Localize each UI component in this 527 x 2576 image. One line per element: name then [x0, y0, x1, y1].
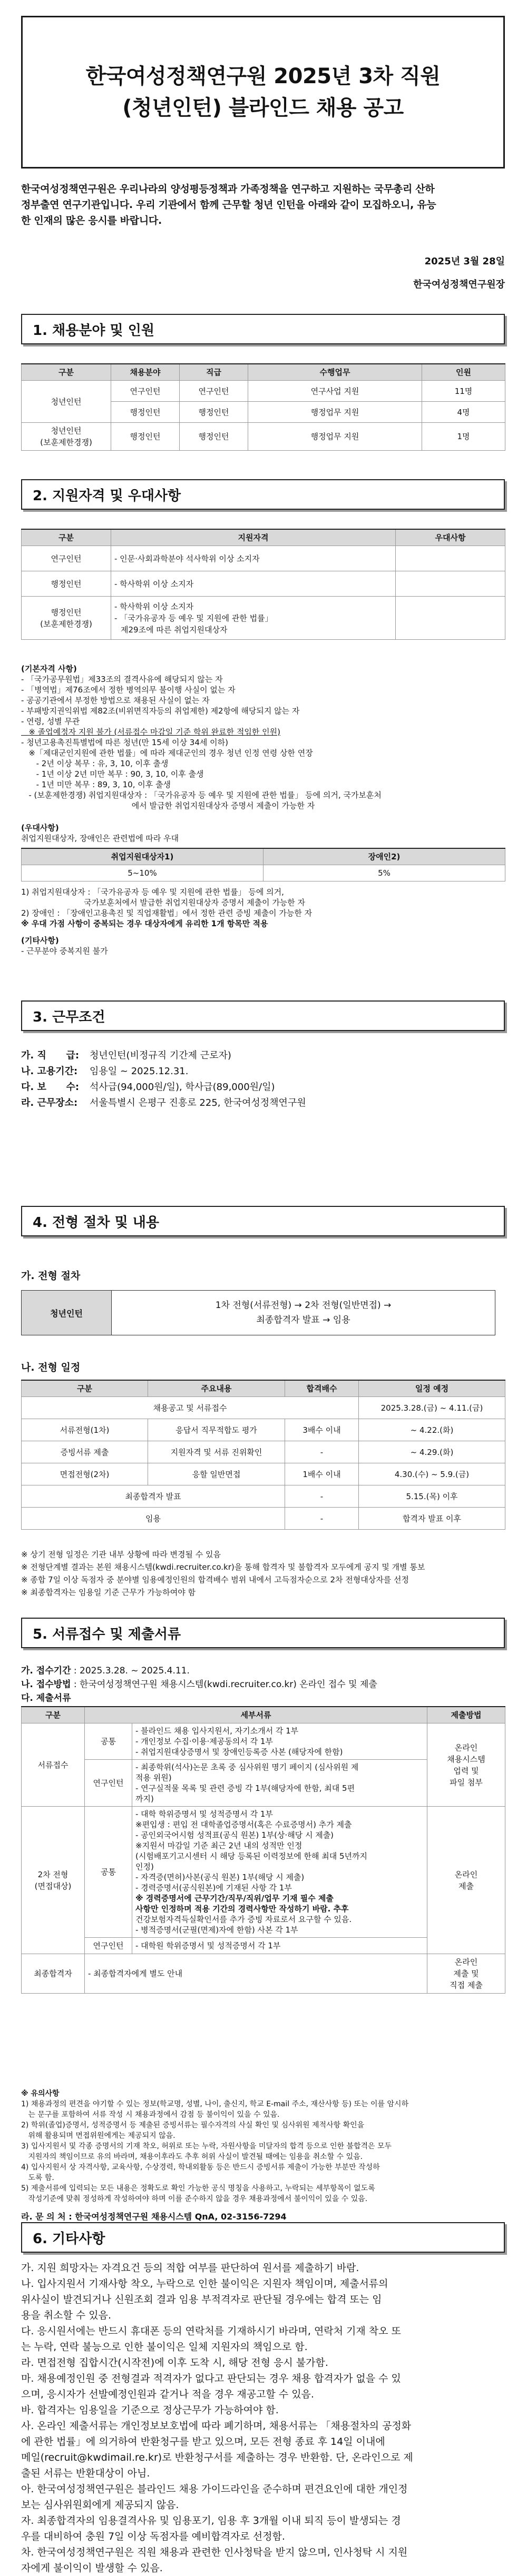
table-cell: 면접전형(2차): [22, 1463, 148, 1485]
table-cell: 온라인 채용시스템 업력 및 파일 첨부: [427, 1723, 505, 1807]
table-header: 채용분야: [111, 364, 180, 381]
preference-table: [21, 848, 505, 881]
table-cell: 연구인턴: [85, 1938, 132, 1954]
page-title-line2: (청년인턴) 블라인드 채용 공고: [122, 96, 404, 120]
table-cell: 증빙서류 제출: [22, 1441, 148, 1463]
table-row: [22, 571, 505, 597]
etc-text: - 근무분야 중복지원 불가: [21, 946, 108, 956]
list-item: 가. 접수기간 : 2025.3.28. ~ 2025.4.11.: [21, 1666, 190, 1676]
list-item: - 공공기관에서 부정한 방법으로 채용된 사실이 없는 자: [21, 696, 210, 705]
remarks-block: [21, 2088, 505, 2222]
table-header: 인원: [422, 364, 505, 381]
schedule-notes: [21, 1548, 505, 1599]
table-header: 주요내용: [148, 1380, 285, 1397]
table-cell: 연구인턴: [111, 381, 180, 402]
section-header-2: 2. 지원자격 및 우대사항: [21, 479, 505, 510]
list-item: 출된 서류는 반환대상이 아님.: [21, 2468, 150, 2479]
table-cell: -: [285, 1485, 359, 1508]
list-item: - 2년 이상 복무 : 유, 3, 10, 이후 출생: [21, 759, 169, 768]
section-header-6: 6. 기타사항: [21, 2222, 505, 2253]
intro-line: 정부출연 연구기관입니다. 우리 기관에서 함께 근무할 청년 인턴을 아래와 같이 모집하오니, 유능: [21, 199, 436, 211]
work-conditions: [21, 1048, 505, 1111]
table-header: 구분: [22, 1380, 148, 1397]
table-cell: 온라인 제출: [427, 1807, 505, 1954]
intro-line: 한 인재의 많은 응시를 바랍니다.: [21, 215, 162, 226]
preference-block: [21, 823, 505, 844]
application-info: [21, 1664, 505, 1705]
list-item: 메일(recruit@kwdimail.re.kr)로 반환청구서를 제출하는 경우 반환함. 단, 온라인으로 제: [21, 2452, 413, 2463]
list-item: 나. 접수방법 : 한국여성정책연구원 채용시스템(kwdi.recruiter.co.kr) 온라인 접수 및 제출: [21, 1679, 377, 1690]
list-item: 가. 지원 희망자는 자격요건 등의 적합 여부를 판단하여 원서를 제출하기 바람.: [21, 2262, 359, 2274]
list-item: 아. 한국여성정책연구원은 블라인드 채용 가이드라인을 준수하며 편견요인에 대한 개인정: [21, 2483, 408, 2495]
list-item: 사. 온라인 제출서류는 개인정보보호법에 따라 폐기하며, 채용서류는 「채용절차의 공정화: [21, 2420, 412, 2432]
table-row: [22, 1807, 505, 1938]
list-item: 위사실이 발견되거나 신원조회 결과 임용 부적격자로 판단될 경우에는 합격 또는 임: [21, 2294, 382, 2305]
table-row: [22, 865, 505, 881]
list-item: - 「국가공무원법」제33조의 결격사유에 해당되지 않는 자: [21, 675, 223, 684]
page-title-line1: 한국여성정책연구원 2025년 3차 직원: [85, 64, 441, 88]
eligibility-table: [21, 529, 505, 640]
positions-table: [21, 363, 505, 451]
schedule-table: [21, 1380, 505, 1530]
table-header: 구분: [22, 364, 111, 381]
note-line: 1) 취업지원대상자 : 「국가유공자 등 예우 및 지원에 관한 법률」 등에 의거,: [21, 887, 284, 897]
list-item: 차. 한국여성정책연구원은 직원 채용과 관련한 인사청탁을 받지 않으며, 인사청탁 시 지원: [21, 2547, 408, 2558]
documents-table: [21, 1706, 505, 1994]
table-header: 일정 예정: [359, 1380, 505, 1397]
table-cell: 지원자격 및 서류 진위확인: [148, 1441, 285, 1463]
table-cell: - 인문·사회과학분야 석사학위 이상 소지자: [111, 546, 396, 571]
table-cell: 행정인턴: [22, 571, 111, 597]
list-item: 라. 면접전형 집합시간(시작전)에 이후 도착 시, 해당 전형 응시 불가함.: [21, 2357, 328, 2369]
table-cell: 행정인턴: [111, 402, 180, 423]
table-header: 우대사항: [396, 529, 505, 546]
table-cell: 행정인턴: [111, 423, 180, 451]
table-cell: 5~10%: [22, 865, 264, 881]
table-cell: ~ 4.29.(화): [359, 1441, 505, 1463]
table-cell: 공통: [85, 1723, 132, 1760]
remark-line: 는 문구를 포함하여 서류 작성 시 채용과정에서 감점 등 불이익이 있을 수 있음.: [21, 2111, 280, 2119]
contact-line: 라. 문 의 처 : 한국여성정책연구원 채용시스템 QnA, 02-3156-7294: [21, 2212, 287, 2222]
table-header: 세부서류: [85, 1707, 427, 1723]
list-item: 다. 보 수: 석사급(94,000원/일), 학사급(89,000원/일): [21, 1082, 275, 1093]
process-flow-box: [21, 1290, 495, 1335]
table-cell: 행정인턴: [180, 402, 248, 423]
list-item: 보는 심사위원회에게 제공되지 않음.: [21, 2499, 179, 2511]
table-cell: 청년인턴: [22, 381, 111, 423]
table-row: [22, 597, 505, 640]
table-cell: 1배수 이내: [285, 1463, 359, 1485]
table-cell: 합격자 발표 이후: [359, 1508, 505, 1530]
intro-line: 한국여성정책연구원은 우리나라의 양성평등정책과 가족정책을 연구하고 지원하는 국무총리 산하: [21, 183, 435, 195]
flow-body: 1차 전형(서류전형) → 2차 전형(일반면접) → 최종합격자 발표 → 임용: [215, 1300, 392, 1325]
table-cell: 11명: [422, 381, 505, 402]
table-header: 제출방법: [427, 1707, 505, 1723]
list-item: - 1년 미만 복무 : 89, 3, 10, 이후 출생: [21, 780, 171, 789]
flow-label: 청년인턴: [22, 1291, 112, 1335]
table-cell: - 대학 학위증명서 및 성적증명서 각 1부 ※편입생 : 편입 전 대학졸업증명서(혹은 수료증명서) 추가 제출 - 공인외국어시험 성적표(공식 원본) 1부(상·해당 시 제출) ※지원서 마감일 기준 최근 2년 내의 성적만 인정 (시험배포기고시센터 시 해당 등록된 이력정보에 한해 최대 5년까지 인정) - 자격증(면허)사본(공식 원본) 1부(해당 시 제출) - 경력증명서(공식원본)에 기재된 사항 각 1부 ※ 경력증명서에 근무기간/직무/직위/업무 기재 필수 제출 사항만 인정하며 적용 기간의 경력사항만 작성하기 바람. 추후 건강보험자격득실확인서를 추가 증빙 자료로서 요구할 수 있음. - 병적증명서(군필(면제)자에 한함) 사본 각 1부: [132, 1807, 427, 1938]
table-cell: 서류전형(1차): [22, 1419, 148, 1441]
remark-line: 작성기준에 맞춰 정성하게 작성하여야 하며 이를 준수하지 않을 경우 채용과정에서 불이익이 있을 수 있음.: [21, 2195, 368, 2203]
table-cell: 응할 일반면접: [148, 1463, 285, 1485]
list-item: - 1년 이상 2년 미만 복무 : 90, 3, 10, 이후 출생: [21, 769, 204, 779]
table-row: [22, 381, 505, 402]
list-item: 에서 발급한 취업지원대상자 증명서 제출이 가능한 자: [21, 801, 315, 810]
table-cell: 채용공고 및 서류접수: [22, 1397, 359, 1419]
etc-title: (기타사항): [21, 936, 59, 945]
list-item: 나. 고용기간: 임용일 ~ 2025.12.31.: [21, 1066, 189, 1077]
table-cell: [396, 597, 505, 640]
section-header-4: 4. 전형 절차 및 내용: [21, 1206, 505, 1236]
table-cell: 행정업무 지원: [248, 402, 422, 423]
list-item: - 연령, 성별 무관: [21, 717, 80, 726]
list-item: 다. 응시원서에는 반드시 휴대폰 등의 연락처를 기재하시기 바라며, 연락처 기재 착오 또: [21, 2325, 401, 2337]
table-cell: [396, 546, 505, 571]
table-cell: 5%: [264, 865, 505, 881]
section-header-5: 5. 서류접수 및 제출서류: [21, 1618, 505, 1648]
remarks-title: ※ 유의사항: [21, 2089, 60, 2098]
preference-notes: [21, 887, 505, 956]
list-item: 마. 채용예정인원 중 전형결과 적격자가 없다고 판단되는 경우 채용 합격자가 없을 수 있: [21, 2373, 401, 2384]
section-header-3: 3. 근무조건: [21, 1000, 505, 1031]
remark-line: 도록 함.: [21, 2174, 54, 2182]
table-cell: -: [285, 1441, 359, 1463]
table-cell: - 학사학위 이상 소지자: [111, 571, 396, 597]
remark-line: 지원자의 책임이므로 유의 바라며, 채용이후라도 추후 허위 사실이 발견될 때에는 임용을 취소할 수 있음.: [21, 2153, 363, 2161]
table-header: 직급: [180, 364, 248, 381]
table-cell: - 학사학위 이상 소지자 - 「국가유공자 등 예우 및 지원에 관한 법률」 제29조에 따른 취업지원대상자: [111, 597, 396, 640]
list-item: 바. 합격자는 임용일을 기준으로 정상근무가 가능하여야 함.: [21, 2404, 279, 2416]
table-header: 구분: [22, 1707, 85, 1723]
remark-line: 5) 제출서류에 입력되는 모든 내용은 정확도로 확인 가능한 공식 명칭을 사용하고, 누락되는 세부항목이 없도록: [21, 2184, 375, 2193]
remark-line: 1) 채용과정의 편견을 야기할 수 있는 정보(학교명, 성별, 나이, 출신지, 학교 E-mail 주소, 재산사항 등) 또는 이를 암시하: [21, 2100, 409, 2108]
table-cell: ~ 4.22.(화): [359, 1419, 505, 1441]
table-cell: 온라인 제출 및 직접 제출: [427, 1954, 505, 1994]
list-item: - 「병역법」제76조에서 정한 병역의무 불이행 사실이 없는 자: [21, 685, 236, 695]
table-row: [22, 1508, 505, 1530]
remark-line: 2) 학위(졸업)증명서, 성적증명서 등 제출된 증빙서류는 필수자격의 사실 확인 및 심사위원 제적사항 확인을: [21, 2121, 365, 2129]
list-item: - 청년고용촉진특별법에 따른 청년(만 15세 이상 34세 이하): [21, 738, 228, 747]
table-cell: 응답서 직무적합도 평가: [148, 1419, 285, 1441]
table-row: [22, 1397, 505, 1419]
table-cell: 연구인턴: [85, 1760, 132, 1807]
table-cell: 4.30.(수) ~ 5.9.(금): [359, 1463, 505, 1485]
list-item: 다. 제출서류: [21, 1693, 71, 1703]
list-item: - 부패방지권익위법 제82조(비위면직자등의 취업제한) 제2항에 해당되지 않는 자: [21, 706, 300, 716]
list-item: 나. 입사지원서 기재사항 착오, 누락으로 인한 불이익은 지원자 책임이며, 제출서류의: [21, 2278, 388, 2290]
table-header: 합격배수: [285, 1380, 359, 1397]
remark-line: 위해 활용되며 면접위원에게는 제공되지 않음.: [21, 2132, 175, 2140]
table-cell: 연구인턴: [22, 546, 111, 571]
table-cell: 연구인턴: [180, 381, 248, 402]
list-item: 자에게 불이익이 발생할 수 있음.: [21, 2562, 163, 2574]
table-cell: - 최종합격자에게 별도 안내: [85, 1954, 427, 1994]
table-cell: - 블라인드 채용 입사지원서, 자기소개서 각 1부 - 개인정보 수집·이용·제공동의서 각 1부 - 취업지원대상증명서 및 장애인등록증 사본 (해당자에 한함): [132, 1723, 427, 1760]
table-cell: - 대학원 학위증명서 및 성적증명서 각 1부: [132, 1938, 427, 1954]
table-cell: 최종합격자: [22, 1954, 85, 1994]
intro-paragraph: [21, 181, 505, 229]
list-item: 자. 최종합격자의 임용결격사유 및 임용포기, 임용 후 3개월 이내 퇴직 등이 발생되는 경: [21, 2515, 401, 2527]
list-item: ※ 졸업예정자 지원 불가 (서류접수 마감일 기준 학위 완료한 적임한 인원): [21, 727, 280, 737]
section-header-1: 1. 채용분야 및 인원: [21, 314, 505, 344]
table-cell: [396, 571, 505, 597]
note-line: ※ 전형단계별 결과는 본원 채용시스템(kwdi.recruiter.co.kr)을 통해 합격자 및 불합격자 모두에게 공지 및 개별 통보: [21, 1562, 425, 1572]
note-line: ※ 상기 전형 일정은 기관 내부 상황에 따라 변경될 수 있음: [21, 1550, 221, 1559]
note-line: ※ 최종합격자는 임용일 기준 근무가 가능하여야 함: [21, 1588, 196, 1597]
list-item: 에 관한 법률」에 의거하여 반환청구를 받고 있으며, 모든 전형 종료 후 14일 이내에: [21, 2436, 385, 2448]
table-row: [22, 546, 505, 571]
note-line: ※ 우대 가점 사항이 중복되는 경우 대상자에게 유리한 1개 항목만 적용: [21, 919, 268, 928]
table-row: [22, 423, 505, 451]
table-cell: 서류접수: [22, 1723, 85, 1807]
remark-line: 4) 입사지원서 상 자격사항, 교육사항, 수상경력, 학내외활동 등은 반드시 증빙서류 제출이 가능한 부분만 작성하: [21, 2163, 380, 2172]
table-cell: 최종합격자 발표: [22, 1485, 285, 1508]
notice-date: 2025년 3월 28일: [424, 256, 505, 267]
table-cell: - 최종학위(석사)논문 초록 중 심사위원 명기 페이지 (심사위원 제 적용 위원) - 연구실적물 목록 및 관련 증빙 각 1부(해당자에 한함, 최대 5편 까지): [132, 1760, 427, 1807]
remark-line: 3) 입사지원서 및 각종 증명서의 기재 착오, 허위로 또는 누락, 자원사항을 미달자의 합격 등으로 인한 불합격은 모두: [21, 2142, 392, 2151]
list-item: 으며, 응시자가 선발예정인원과 같거나 적을 경우 재공고할 수 있음.: [21, 2389, 314, 2400]
note-line: 국가보훈처에서 발급한 취업지원대상자 증명서 제출이 가능한 자: [21, 898, 306, 907]
pref-intro: 취업지원대상자, 장애인은 관련법에 따라 우대: [21, 834, 179, 843]
table-cell: 행정인턴: [180, 423, 248, 451]
table-cell: 연구사업 지원: [248, 381, 422, 402]
table-row: [22, 1419, 505, 1441]
table-row: [22, 1441, 505, 1463]
table-row: [22, 1485, 505, 1508]
table-header: 구분: [22, 529, 111, 546]
table-cell: 공통: [85, 1807, 132, 1938]
list-item: 우를 대비하여 충원 7일 이상 독점자를 예비합격자로 선정함.: [21, 2531, 285, 2542]
basic-qualifications: [21, 663, 505, 811]
basic-title: (기본자격 사항): [21, 664, 77, 673]
table-cell: 행정업무 지원: [248, 423, 422, 451]
notice-org: 한국여성정책연구원장: [413, 279, 505, 290]
other-notes: [21, 2260, 505, 2576]
table-cell: -: [285, 1508, 359, 1530]
list-item: ※「제대군인지원에 관한 법률」에 따라 제대군인의 경우 청년 인정 연령 상한 연장: [21, 748, 313, 758]
list-item: - (보훈제한경쟁) 취업지원대상자 : 「국가유공자 등 예우 및 지원에 관한 법률」 등에 의거, 국가보훈처: [21, 790, 382, 800]
table-row: [22, 1463, 505, 1485]
note-line: ※ 종합 7일 이상 독점자 중 분야별 임용예정인원의 합격배수 범위 내에서 고득점자순으로 2차 전형대상자를 선정: [21, 1575, 409, 1584]
table-header: 취업지원대상자1): [22, 848, 264, 865]
table-cell: 1명: [422, 423, 505, 451]
table-row: [22, 1723, 505, 1760]
list-item: 가. 직 급: 청년인턴(비정규직 기간제 근로자): [21, 1050, 231, 1061]
table-header: 장애인2): [264, 848, 505, 865]
table-cell: 청년인턴 (보훈제한경쟁): [22, 423, 111, 451]
table-cell: 행정인턴 (보훈제한경쟁): [22, 597, 111, 640]
table-row: [22, 1954, 505, 1994]
title-box: [21, 16, 505, 169]
table-cell: 2차 전형 (면접대상): [22, 1807, 85, 1954]
subsection-process: 가. 전형 절차: [21, 1270, 81, 1282]
table-cell: 4명: [422, 402, 505, 423]
note-line: 2) 장애인 : 「장애인고용촉진 및 직업재활법」에서 정한 관련 증빙 제출이 가능한 자: [21, 908, 313, 918]
list-item: 라. 근무장소: 서울특별시 은평구 진흥로 225, 한국여성정책연구원: [21, 1097, 306, 1108]
table-cell: 임용: [22, 1508, 285, 1530]
list-item: 는 누락, 연락 불능으로 인한 불이익은 일체 지원자의 책임으로 함.: [21, 2341, 308, 2353]
table-cell: 2025.3.28.(금) ~ 4.11.(금): [359, 1397, 505, 1419]
list-item: 용을 취소할 수 있음.: [21, 2310, 111, 2321]
subsection-schedule: 나. 전형 일정: [21, 1362, 81, 1373]
table-header: 수행업무: [248, 364, 422, 381]
table-header: 지원자격: [111, 529, 396, 546]
pref-title: (우대사항): [21, 823, 59, 833]
table-cell: 5.15.(목) 이후: [359, 1485, 505, 1508]
table-cell: 3배수 이내: [285, 1419, 359, 1441]
